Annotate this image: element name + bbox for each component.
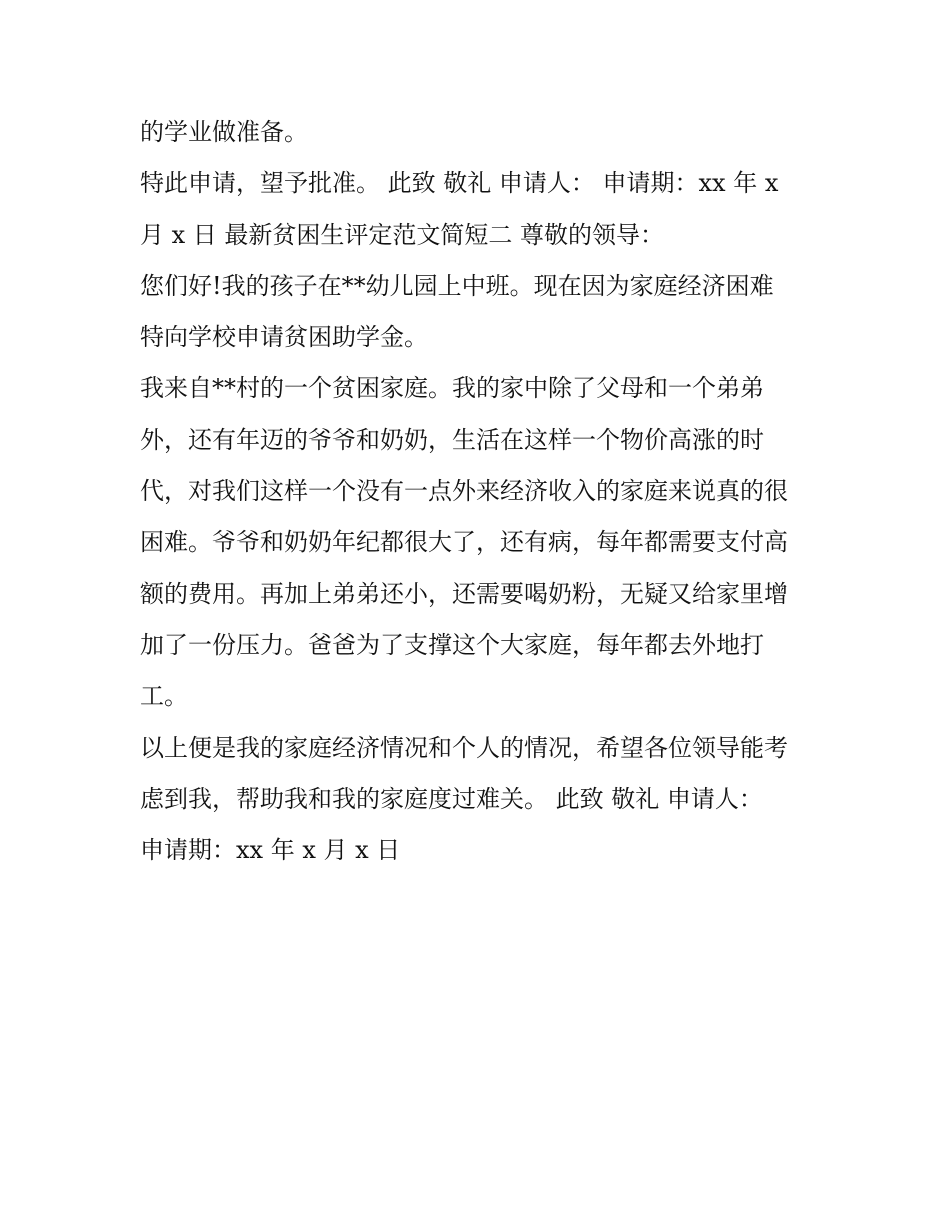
- text-line: 加了一份压力。爸爸为了支撑这个大家庭，每年都去外地打: [140, 630, 764, 659]
- text-line: 额的费用。再加上弟弟还小，还需要喝奶粉，无疑又给家里增: [140, 579, 788, 608]
- text-line: 以上便是我的家庭经济情况和个人的情况，希望各位领导能考: [140, 733, 788, 762]
- text-line: 困难。爷爷和奶奶年纪都很大了，还有病，每年都需要支付高: [140, 528, 788, 557]
- text-line: 虑到我，帮助我和我的家庭度过难关。 此致 敬礼 申请人：: [140, 784, 763, 813]
- text-line: 工。: [140, 682, 188, 711]
- text-line: 代，对我们这样一个没有一点外来经济收入的家庭来说真的很: [140, 477, 788, 506]
- text-line: 申请期：xx 年 x 月 x 日: [140, 836, 401, 865]
- document-body: [140, 107, 820, 876]
- text-line: 您们好!我的孩子在**幼儿园上中班。现在因为家庭经济困难: [140, 271, 774, 300]
- text-line: 月 x 日 最新贫困生评定范文简短二 尊敬的领导：: [140, 220, 665, 249]
- text-line: 特此申请，望予批准。 此致 敬礼 申请人： 申请期：xx 年 x: [140, 169, 779, 198]
- text-line: 的学业做准备。: [140, 118, 308, 146]
- text-line: 我来自**村的一个贫困家庭。我的家中除了父母和一个弟弟: [140, 374, 764, 403]
- text-line: 特向学校申请贫困助学金。: [140, 323, 428, 352]
- text-line: 外，还有年迈的爷爷和奶奶，生活在这样一个物价高涨的时: [140, 425, 764, 454]
